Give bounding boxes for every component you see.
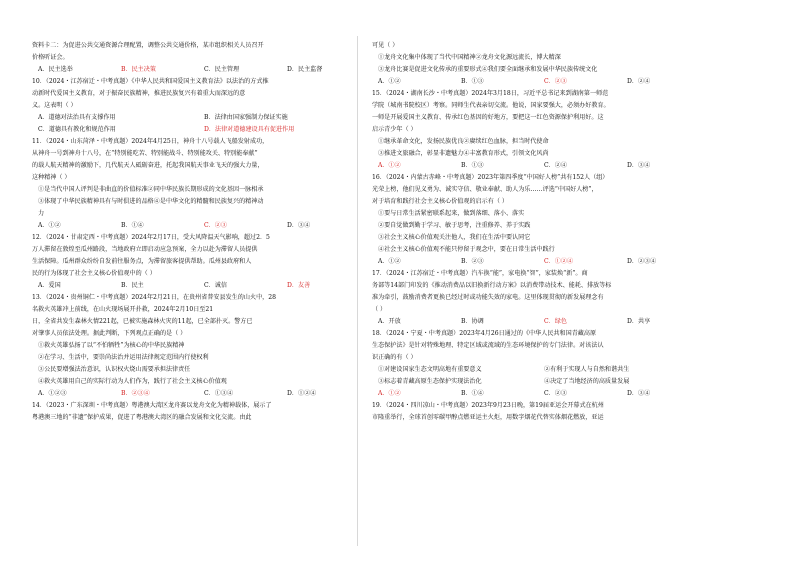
question-16: 16．（2024・内蒙古赤峰・中考真题）2023年第四季度“中国好人榜”共有152人（组） [372, 174, 609, 181]
answer-option: C．②③ [204, 222, 227, 229]
statement: ①救火英雄弘扬了以“不怕牺牲”为核心的中华民族精神 [38, 342, 185, 349]
statement: ③公民要增强法治意识，认识权火烧山需要承担法律责任 [38, 366, 191, 373]
text-line: 可见（ ） [372, 42, 399, 49]
text-line: 一师是开展爱国主义教育、传承红色基因的好地方，要把这一红色资源保护利用好。这 [372, 114, 604, 121]
statement: ②在学习、生活中，要崇尚法治并运用法律规定范围内行使权利 [38, 354, 209, 361]
option: A．①② [38, 222, 61, 229]
question-14: 14．（2023・广东深圳・中考真题）粤港澳大湾区龙舟赛以龙舟文化为精神载体，展示了 [32, 402, 272, 409]
answer-option: A．①② [378, 162, 401, 169]
option: C．诚信 [204, 282, 227, 289]
option: B．②③ [461, 258, 484, 265]
options-q12 [32, 280, 370, 292]
option: B．①④ [461, 390, 484, 397]
options-q10-cd [32, 124, 370, 136]
option: B．①④ [121, 222, 144, 229]
statement: ④社会主义核心价值观不能只停留于观念中，要在日常生活中践行 [378, 246, 555, 253]
option: C．②④ [544, 162, 567, 169]
text-line: 价格听证会。 [32, 54, 69, 61]
option: C．①③④ [204, 390, 234, 397]
answer-option: A．①② [378, 390, 401, 397]
text-line: 生活保障。瓜州群众纷纷自发前往服务点，为滞留旅客提供帮助。瓜州县政府和人 [32, 258, 252, 265]
options-q18 [372, 388, 710, 400]
statement: ①龙舟文化集中体现了当代中国精神②龙舟文化源远流长，博大精深 [378, 54, 561, 61]
options-q9 [32, 64, 370, 76]
text-line: 动新时代爱国主义教育，对于振奋民族精神，推进民族复兴有着重大而深远的意 [32, 90, 246, 97]
statement: ④救火英雄用自己的实际行动为人们作为，践行了社会主义核心价值观 [38, 378, 227, 385]
option: A．①② [378, 78, 401, 85]
option: D．②④ [627, 78, 651, 85]
option: C．民主管理 [204, 66, 240, 73]
option: B．①③ [461, 162, 484, 169]
question-11: 11．（2024・山东菏泽・中考真题）2024年4月25日，神舟十八号载人飞船发射成功， [32, 138, 269, 145]
option: D．③④ [627, 162, 651, 169]
option: D．共享 [627, 318, 651, 325]
text-line: 从神舟一号到神舟十八号，在“特别能吃苦、特别能战斗、特别能攻关、特别能奉献” [32, 150, 258, 157]
answer-option: C．②③ [544, 78, 567, 85]
option: D．民主监督 [287, 66, 323, 73]
text-line: 资料卡二：为促进公共交通资源合理配置，调整公共交通价格，某市组织相关人员召开 [32, 42, 264, 49]
options-q13 [32, 388, 370, 400]
text-line: 名救火英雄冲上前线，在山火现场展开扑救，2024年2月10日至21 [32, 306, 214, 313]
answer-option: C．绿色 [544, 318, 567, 325]
option: B．①③ [461, 78, 484, 85]
options-q15 [372, 160, 710, 172]
text-line: 学院（城南书院校区）考察。同师生代表亲切交流。他说，国家要强大，必须办好教育。 [372, 102, 610, 109]
answer-option: B．民主决策 [121, 66, 156, 73]
option: B．法律由国家强制力保证实施 [204, 114, 288, 121]
statement: ①对建设国家生态文明高地有重要意义 [378, 366, 482, 373]
option: C．②③ [544, 390, 567, 397]
text-line: 日，全省共发生森林火情221起，已被实施森林火灾的11起，已全部扑灭。警方已 [32, 318, 253, 325]
option: A．民主选举 [38, 66, 73, 73]
answer-option: D．法律对道德建设具有促进作用 [204, 126, 295, 133]
option: C．道德具有教化和规范作用 [38, 126, 116, 133]
option: A．①② [378, 258, 401, 265]
options-q16 [372, 256, 710, 268]
option: A．开放 [378, 318, 401, 325]
text-line: 准为牵引，鼓励消费者更换已经过时或功能失效的家电。这里体现贯彻的新发展理念有 [372, 294, 604, 301]
statement: ④决定了当地经济的高质量发展 [544, 378, 630, 385]
question-18: 18．（2024・宁夏・中考真题）2023年4月26日通过的《中华人民共和国青藏高原 [372, 330, 597, 337]
options-q14 [372, 76, 710, 88]
text-line: 对肇事人员依法处理。据此判断，下列观点正确的是（ ） [32, 330, 187, 337]
option: A．爱国 [38, 282, 61, 289]
options-q10-ab [32, 112, 370, 124]
options-q17 [372, 316, 710, 328]
statement: ②有利于实现人与自然和谐共生 [544, 366, 630, 373]
option: B．民主 [121, 282, 144, 289]
option: A．①②③ [38, 390, 67, 397]
text-line: 生态保护法》是针对特殊地理、特定区域或流域的生态环境保护的专门法律。对该法认 [372, 342, 604, 349]
statement: ③标志着青藏高原生态保护实现法治化 [378, 378, 482, 385]
statement: ③龙舟比赛是促进文化传承的重要形式④我们要全面继承和发展中华民族传统文化 [378, 66, 598, 73]
answer-option: B．②③④ [121, 390, 150, 397]
text-line: 这种精神（ ） [32, 174, 71, 181]
text-line: 光荣上榜，他们见义勇为、诚实守信、敬业奉献、助人为乐……评选“中国好人榜”， [372, 186, 598, 193]
option: B．协调 [461, 318, 484, 325]
question-13: 13．（2024・贵州铜仁・中考真题）2024年2月21日，在贵州省普安县发生的山火中，28 [32, 294, 277, 301]
option: D．③④ [627, 390, 651, 397]
answer-option: C．①②④ [544, 258, 574, 265]
option: D．③④ [287, 222, 311, 229]
answer-option: D．友善 [287, 282, 311, 289]
question-19: 19．（2024・四川凉山・中考真题）2023年9月23日晚，第19届亚运会开幕式在杭州 [372, 402, 604, 409]
statement: ③社会主义核心价值观关注他人，我们在生活中要认同它 [378, 234, 531, 241]
text-line: 市隆重举行，全球首创零碳甲醇点燃亚运主火炬，用数字烟花代替实体烟花燃放，亚运 [372, 414, 604, 421]
statements-q18-ab [372, 364, 710, 376]
right-column [372, 40, 710, 424]
statement: 力 [38, 210, 45, 217]
question-12: 12．（2024・甘肃定西・中考真题）2024年2月17日，受大风降温天气影响，超过2．5 [32, 234, 270, 241]
option: A．道德对法治具有支撑作用 [38, 114, 116, 121]
option: D．①②④ [287, 390, 317, 397]
statement: ①继承革命文化，发扬民族优良②赓续红色血脉，担当时代使命 [378, 138, 549, 145]
statement: ③推进文旅融合，彰显非遗魅力④丰富教育形式，引领文化风尚 [378, 150, 549, 157]
text-line: 粤港澳三地的“非遗”保护成果，促进了粤港澳大湾区的融合发展和文化交流。由此 [32, 414, 252, 421]
text-line: 对于培育和践行社会主义核心价值观的启示有（ ） [372, 198, 508, 205]
text-line: 识正确的有（ ） [372, 354, 417, 361]
text-line: 的载人航天精神的激励下，几代航天人砥砺奋进，托起我国航天事业飞天的强大力量， [32, 162, 264, 169]
text-line: 务部等14部门印发的《推动消费品以旧换新行动方案》以消费带动技术、能耗、排放等标 [372, 282, 612, 289]
text-line: 启示青少年（ ） [372, 126, 417, 133]
statement: ①要与日常生活紧密联系起来，做到落细、落小、落实 [378, 210, 525, 217]
text-line: （ ） [372, 306, 387, 313]
statement: ①是当代中国人评判是非曲直的价值标准②同中华民族长期形成的文化基因一脉相承 [38, 186, 264, 193]
text-line: 万人滞留在敦煌至瓜州路段，当地政府立即启动应急预案，全力以赴为滞留人员提供 [32, 246, 258, 253]
statement: ②要自觉做到勤于学习、敏于思考，注重修养、养于实践 [378, 222, 531, 229]
question-15: 15．（2024・湖南长沙・中考真题）2024年3月18日，习近平总书记来到湖南第一师范 [372, 90, 609, 97]
question-17: 17．（2024・江苏宿迁・中考真题）汽车换“能”，家电换“智”，家装焕“新”。商 [372, 270, 588, 277]
option: D．②③④ [627, 258, 657, 265]
statements-q18-cd [372, 376, 710, 388]
text-line: 民的行为体现了社会主义核心价值观中的（ ） [32, 270, 156, 277]
left-column [32, 40, 370, 424]
statement: ③体现了中华民族精神具有与时俱进的品格④是中华文化的精髓和民族复兴的精神动 [38, 198, 264, 205]
options-q11 [32, 220, 370, 232]
text-line: 义。这表明（ ） [32, 102, 77, 109]
question-10: 10．（2024・江苏宿迁・中考真题）《中华人民共和国爱国主义教育法》以法治的方式推 [32, 78, 269, 85]
